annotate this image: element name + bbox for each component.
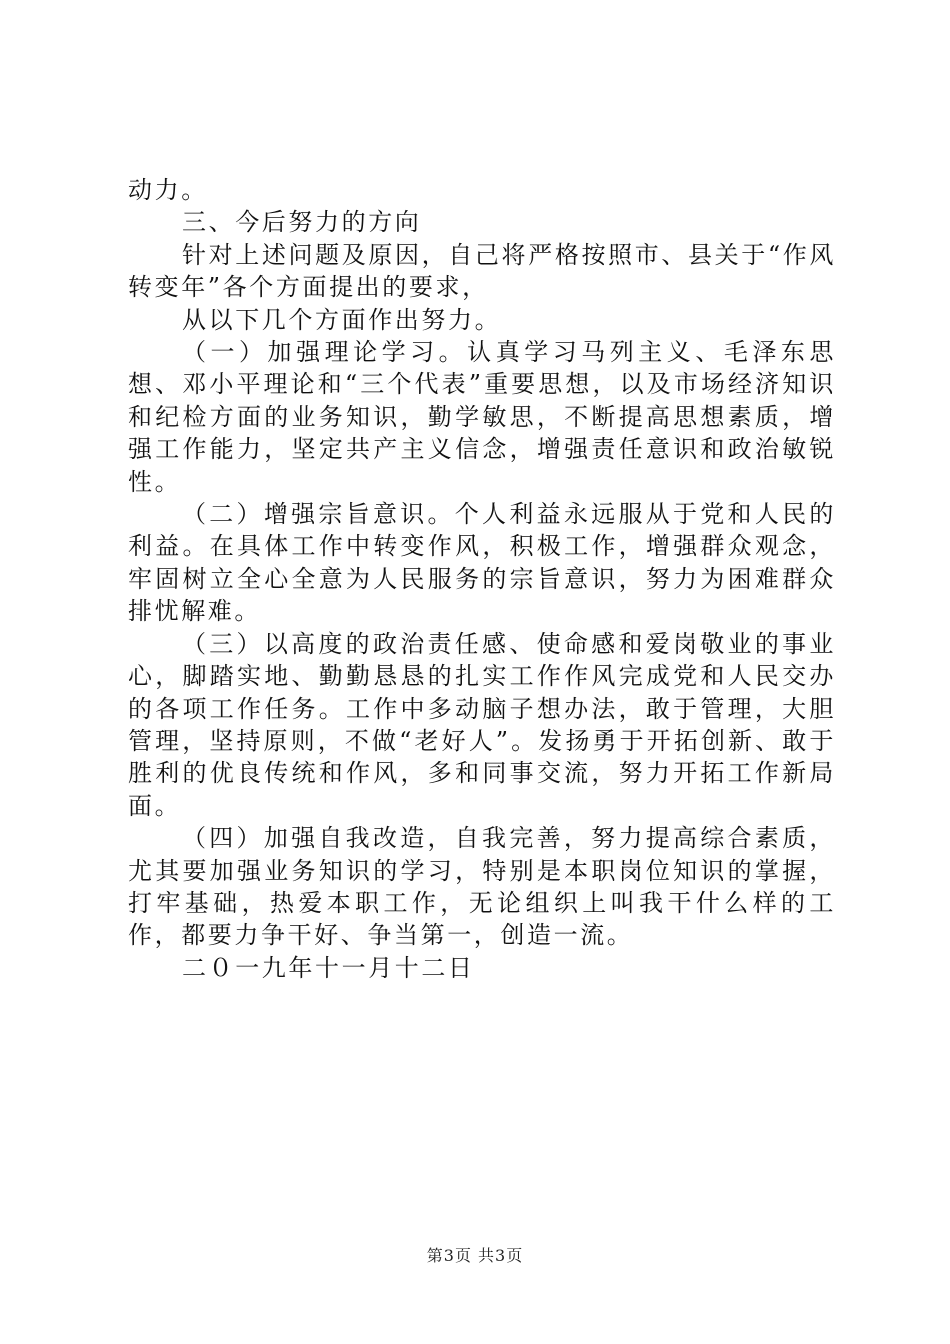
document-body xyxy=(128,174,836,984)
paragraph-item-2: （二）增强宗旨意识。个人利益永远服从于党和人民的利益。在具体工作中转变作风，积极工作，增强群众观念，牢固树立全心全意为人民服务的宗旨意识，努力为困难群众排忧解难。 xyxy=(128,500,836,626)
paragraph-item-1: （一）加强理论学习。认真学习马列主义、毛泽东思想、邓小平理论和“三个代表”重要思想，以及市场经济知识和纪检方面的业务知识，勤学敏思，不断提高思想素质，增强工作能力，坚定共产主义信念，增强责任意识和政治敏锐性。 xyxy=(128,338,836,496)
page-number-footer: 第3页 共3页 xyxy=(426,1246,524,1265)
paragraph-continuation: 动力。 xyxy=(128,176,208,204)
document-date: 二０一九年十一月十二日 xyxy=(182,953,475,982)
paragraph-intro: 针对上述问题及原因，自己将严格按照市、县关于“作风转变年”各个方面提出的要求， xyxy=(128,240,836,302)
paragraph-item-4: （四）加强自我改造，自我完善，努力提高综合素质，尤其要加强业务知识的学习，特别是本职岗位知识的掌握，打牢基础，热爱本职工作，无论组织上叫我干什么样的工作，都要力争干好、争当第一，创造一流。 xyxy=(128,824,836,950)
paragraph-item-3: （三）以高度的政治责任感、使命感和爱岗敬业的事业心，脚踏实地、勤勤恳恳的扎实工作作风完成党和人民交办的各项工作任务。工作中多动脑子想办法，敢于管理，大胆管理，坚持原则，不做“老好人”。发扬勇于开拓创新、敢于胜利的优良传统和作风，多和同事交流，努力开拓工作新局面。 xyxy=(128,629,836,820)
paragraph-intro-continued: 从以下几个方面作出努力。 xyxy=(182,305,502,334)
section-heading: 三、今后努力的方向 xyxy=(182,208,422,237)
